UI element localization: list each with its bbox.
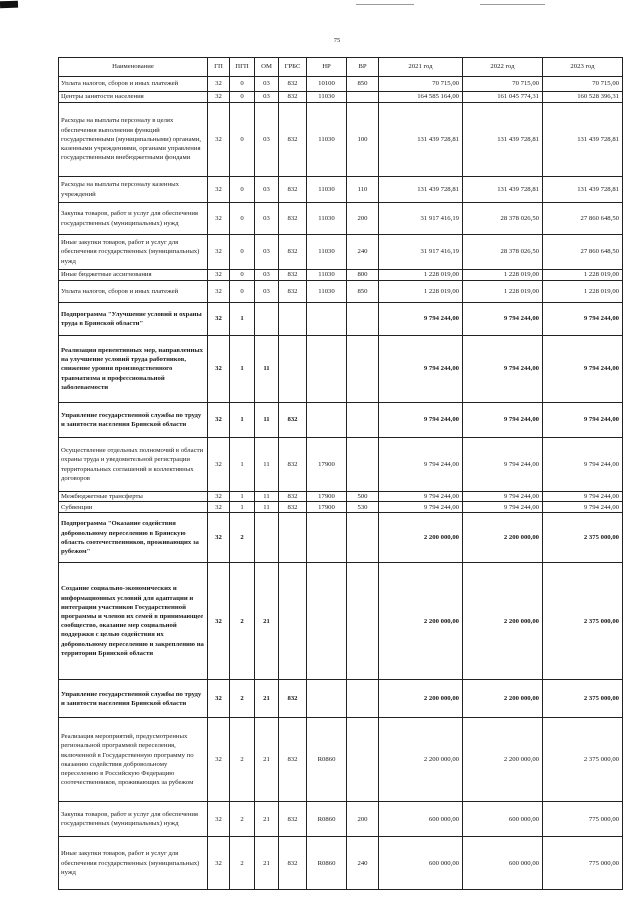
amount-2023-cell: 160 528 396,31 — [543, 92, 623, 103]
name-cell: Управление государственной службы по труду и занятости населения Брянской области — [59, 403, 208, 438]
gp-cell: 32 — [208, 438, 230, 492]
nr-cell — [307, 403, 347, 438]
om-cell: 11 — [255, 502, 279, 513]
column-header-vr: ВР — [347, 58, 379, 77]
name-cell: Субвенции — [59, 502, 208, 513]
amount-2023-cell: 775 000,00 — [543, 802, 623, 837]
grbs-cell: 832 — [279, 438, 307, 492]
table-row — [59, 563, 623, 680]
vr-cell — [347, 92, 379, 103]
vr-cell: 850 — [347, 77, 379, 92]
nr-cell: 11030 — [307, 203, 347, 235]
amount-2021-cell: 1 228 019,00 — [379, 270, 463, 281]
amount-2021-cell: 131 439 728,81 — [379, 177, 463, 203]
nr-cell: R0860 — [307, 837, 347, 890]
amount-2023-cell: 70 715,00 — [543, 77, 623, 92]
budget-table — [58, 57, 623, 890]
table-row — [59, 502, 623, 513]
amount-2022-cell: 28 378 026,50 — [463, 203, 543, 235]
pgp-cell: 1 — [230, 438, 255, 492]
pgp-cell: 0 — [230, 92, 255, 103]
om-cell: 21 — [255, 680, 279, 718]
name-cell: Закупка товаров, работ и услуг для обеспечения государственных (муниципальных) нужд — [59, 203, 208, 235]
vr-cell: 200 — [347, 203, 379, 235]
om-cell: 03 — [255, 203, 279, 235]
vr-cell — [347, 513, 379, 563]
column-header-om: ОМ — [255, 58, 279, 77]
column-header-grbs: ГРБС — [279, 58, 307, 77]
nr-cell: 17900 — [307, 502, 347, 513]
column-header-nr: НР — [307, 58, 347, 77]
table-row — [59, 513, 623, 563]
om-cell: 03 — [255, 103, 279, 177]
vr-cell: 240 — [347, 235, 379, 270]
column-header-2023: 2023 год — [543, 58, 623, 77]
table-row — [59, 77, 623, 92]
amount-2022-cell: 2 200 000,00 — [463, 718, 543, 802]
amount-2023-cell: 775 000,00 — [543, 837, 623, 890]
table-row — [59, 235, 623, 270]
nr-cell: R0860 — [307, 802, 347, 837]
amount-2021-cell: 2 200 000,00 — [379, 563, 463, 680]
amount-2021-cell: 9 794 244,00 — [379, 403, 463, 438]
grbs-cell — [279, 303, 307, 336]
pgp-cell: 1 — [230, 303, 255, 336]
pgp-cell: 2 — [230, 802, 255, 837]
gp-cell: 32 — [208, 235, 230, 270]
om-cell: 21 — [255, 718, 279, 802]
name-cell: Подпрограмма "Улучшение условий и охраны труда в Брянской области" — [59, 303, 208, 336]
gp-cell: 32 — [208, 77, 230, 92]
pgp-cell: 1 — [230, 403, 255, 438]
amount-2022-cell: 28 378 026,50 — [463, 235, 543, 270]
name-cell: Центры занятости населения — [59, 92, 208, 103]
column-header-2022: 2022 год — [463, 58, 543, 77]
grbs-cell: 832 — [279, 403, 307, 438]
vr-cell: 240 — [347, 837, 379, 890]
grbs-cell — [279, 563, 307, 680]
om-cell: 11 — [255, 492, 279, 502]
om-cell — [255, 303, 279, 336]
amount-2023-cell: 27 860 648,50 — [543, 235, 623, 270]
nr-cell: R0860 — [307, 718, 347, 802]
name-cell: Иные закупки товаров, работ и услуг для обеспечения государственных (муниципальных) нужд — [59, 837, 208, 890]
amount-2023-cell: 1 228 019,00 — [543, 281, 623, 303]
name-cell: Управление государственной службы по труду и занятости населения Брянской области — [59, 680, 208, 718]
amount-2022-cell: 161 045 774,31 — [463, 92, 543, 103]
name-cell: Подпрограмма "Оказание содействия добровольному переселению в Брянскую область соотечественников, проживающих за рубежом" — [59, 513, 208, 563]
amount-2022-cell: 70 715,00 — [463, 77, 543, 92]
grbs-cell: 832 — [279, 281, 307, 303]
amount-2022-cell: 2 200 000,00 — [463, 563, 543, 680]
nr-cell: 11030 — [307, 270, 347, 281]
amount-2022-cell: 9 794 244,00 — [463, 403, 543, 438]
om-cell: 03 — [255, 92, 279, 103]
vr-cell — [347, 403, 379, 438]
amount-2023-cell: 9 794 244,00 — [543, 303, 623, 336]
name-cell: Уплата налогов, сборов и иных платежей — [59, 281, 208, 303]
amount-2023-cell: 131 439 728,81 — [543, 103, 623, 177]
grbs-cell: 832 — [279, 235, 307, 270]
amount-2023-cell: 9 794 244,00 — [543, 336, 623, 403]
pgp-cell: 0 — [230, 270, 255, 281]
amount-2022-cell: 2 200 000,00 — [463, 680, 543, 718]
amount-2021-cell: 1 228 019,00 — [379, 281, 463, 303]
table-row — [59, 336, 623, 403]
amount-2023-cell: 9 794 244,00 — [543, 438, 623, 492]
name-cell: Межбюджетные трансферты — [59, 492, 208, 502]
nr-cell — [307, 680, 347, 718]
vr-cell: 850 — [347, 281, 379, 303]
pgp-cell: 1 — [230, 492, 255, 502]
table-row — [59, 270, 623, 281]
grbs-cell: 832 — [279, 492, 307, 502]
grbs-cell: 832 — [279, 177, 307, 203]
vr-cell — [347, 438, 379, 492]
table-row — [59, 802, 623, 837]
amount-2022-cell: 9 794 244,00 — [463, 438, 543, 492]
pgp-cell: 0 — [230, 77, 255, 92]
amount-2021-cell: 31 917 416,19 — [379, 235, 463, 270]
gp-cell: 32 — [208, 103, 230, 177]
gp-cell: 32 — [208, 281, 230, 303]
table-row — [59, 718, 623, 802]
vr-cell: 100 — [347, 103, 379, 177]
name-cell: Расходы на выплаты персоналу в целях обеспечения выполнения функций государственными (муниципальными) органами, казенными учреждениями, органами управления государственными внебюджетными фондами — [59, 103, 208, 177]
nr-cell — [307, 563, 347, 680]
vr-cell: 800 — [347, 270, 379, 281]
amount-2022-cell: 600 000,00 — [463, 837, 543, 890]
om-cell: 21 — [255, 837, 279, 890]
gp-cell: 32 — [208, 837, 230, 890]
grbs-cell: 832 — [279, 270, 307, 281]
vr-cell: 500 — [347, 492, 379, 502]
amount-2021-cell: 600 000,00 — [379, 802, 463, 837]
nr-cell: 11030 — [307, 92, 347, 103]
table-row — [59, 492, 623, 502]
amount-2022-cell: 9 794 244,00 — [463, 492, 543, 502]
amount-2021-cell: 2 200 000,00 — [379, 680, 463, 718]
gp-cell: 32 — [208, 92, 230, 103]
grbs-cell — [279, 336, 307, 403]
gp-cell: 32 — [208, 270, 230, 281]
name-cell: Расходы на выплаты персоналу казенных учреждений — [59, 177, 208, 203]
amount-2021-cell: 31 917 416,19 — [379, 203, 463, 235]
amount-2021-cell: 9 794 244,00 — [379, 502, 463, 513]
name-cell: Реализация мероприятий, предусмотренных региональной программой переселения, включенной в Государственную программу по оказанию содействия добровольному переселению в Российскую Федерацию соотечественников, проживающих за рубежом — [59, 718, 208, 802]
amount-2022-cell: 9 794 244,00 — [463, 336, 543, 403]
gp-cell: 32 — [208, 502, 230, 513]
pgp-cell: 2 — [230, 563, 255, 680]
gp-cell: 32 — [208, 303, 230, 336]
pgp-cell: 1 — [230, 336, 255, 403]
name-cell: Реализация превентивных мер, направленных на улучшение условий труда работников, снижение уровня производственного травматизма и профессиональной заболеваемости — [59, 336, 208, 403]
amount-2023-cell: 9 794 244,00 — [543, 492, 623, 502]
amount-2023-cell: 9 794 244,00 — [543, 403, 623, 438]
amount-2021-cell: 9 794 244,00 — [379, 492, 463, 502]
amount-2022-cell: 131 439 728,81 — [463, 177, 543, 203]
table-row — [59, 281, 623, 303]
amount-2023-cell: 2 375 000,00 — [543, 680, 623, 718]
name-cell: Осуществление отдельных полномочий в области охраны труда и уведомительной регистрации территориальных соглашений и коллективных договоров — [59, 438, 208, 492]
om-cell: 03 — [255, 77, 279, 92]
amount-2022-cell: 9 794 244,00 — [463, 502, 543, 513]
amount-2023-cell: 131 439 728,81 — [543, 177, 623, 203]
table-row — [59, 103, 623, 177]
nr-cell: 11030 — [307, 177, 347, 203]
amount-2021-cell: 2 200 000,00 — [379, 513, 463, 563]
nr-cell — [307, 513, 347, 563]
pgp-cell: 2 — [230, 837, 255, 890]
pgp-cell: 0 — [230, 235, 255, 270]
table-row — [59, 403, 623, 438]
amount-2021-cell: 2 200 000,00 — [379, 718, 463, 802]
name-cell: Иные закупки товаров, работ и услуг для обеспечения государственных (муниципальных) нужд — [59, 235, 208, 270]
table-row — [59, 177, 623, 203]
amount-2022-cell: 131 439 728,81 — [463, 103, 543, 177]
gp-cell: 32 — [208, 680, 230, 718]
gp-cell: 32 — [208, 203, 230, 235]
pgp-cell: 0 — [230, 281, 255, 303]
column-header-gp: ГП — [208, 58, 230, 77]
grbs-cell: 832 — [279, 502, 307, 513]
om-cell: 11 — [255, 438, 279, 492]
nr-cell — [307, 303, 347, 336]
gp-cell: 32 — [208, 492, 230, 502]
pgp-cell: 2 — [230, 680, 255, 718]
grbs-cell: 832 — [279, 103, 307, 177]
amount-2023-cell: 1 228 019,00 — [543, 270, 623, 281]
page-number: 75 — [333, 37, 341, 44]
amount-2021-cell: 600 000,00 — [379, 837, 463, 890]
grbs-cell — [279, 513, 307, 563]
vr-cell: 110 — [347, 177, 379, 203]
table-row — [59, 438, 623, 492]
gp-cell: 32 — [208, 403, 230, 438]
table-row — [59, 203, 623, 235]
amount-2023-cell: 9 794 244,00 — [543, 502, 623, 513]
name-cell: Уплата налогов, сборов и иных платежей — [59, 77, 208, 92]
column-header-pgp: ПГП — [230, 58, 255, 77]
pgp-cell: 2 — [230, 718, 255, 802]
gp-cell: 32 — [208, 718, 230, 802]
om-cell: 11 — [255, 336, 279, 403]
nr-cell — [307, 336, 347, 403]
amount-2022-cell: 600 000,00 — [463, 802, 543, 837]
vr-cell — [347, 718, 379, 802]
om-cell: 03 — [255, 270, 279, 281]
om-cell: 21 — [255, 802, 279, 837]
name-cell: Закупка товаров, работ и услуг для обеспечения государственных (муниципальных) нужд — [59, 802, 208, 837]
table-row — [59, 680, 623, 718]
scan-artifact-line — [480, 4, 545, 5]
name-cell: Создание социально-экономических и информационных условий для адаптации и интеграции участников Государственной программы и членов их семей в принимающее сообщество, оказание мер социальной поддержки с целью содействия их добровольному переселению и закреплению на территории Брянской области — [59, 563, 208, 680]
name-cell: Иные бюджетные ассигнования — [59, 270, 208, 281]
gp-cell: 32 — [208, 513, 230, 563]
amount-2022-cell: 1 228 019,00 — [463, 270, 543, 281]
scan-artifact-mark — [0, 1, 18, 9]
vr-cell — [347, 680, 379, 718]
om-cell: 11 — [255, 403, 279, 438]
grbs-cell: 832 — [279, 802, 307, 837]
grbs-cell: 832 — [279, 718, 307, 802]
amount-2021-cell: 70 715,00 — [379, 77, 463, 92]
amount-2023-cell: 2 375 000,00 — [543, 563, 623, 680]
pgp-cell: 0 — [230, 103, 255, 177]
amount-2021-cell: 9 794 244,00 — [379, 303, 463, 336]
grbs-cell: 832 — [279, 837, 307, 890]
gp-cell: 32 — [208, 177, 230, 203]
amount-2023-cell: 2 375 000,00 — [543, 513, 623, 563]
amount-2021-cell: 9 794 244,00 — [379, 438, 463, 492]
gp-cell: 32 — [208, 336, 230, 403]
grbs-cell: 832 — [279, 77, 307, 92]
grbs-cell: 832 — [279, 203, 307, 235]
table-row — [59, 303, 623, 336]
amount-2021-cell: 9 794 244,00 — [379, 336, 463, 403]
om-cell: 03 — [255, 177, 279, 203]
vr-cell — [347, 336, 379, 403]
amount-2023-cell: 27 860 648,50 — [543, 203, 623, 235]
vr-cell — [347, 303, 379, 336]
vr-cell: 200 — [347, 802, 379, 837]
table-row — [59, 837, 623, 890]
pgp-cell: 2 — [230, 513, 255, 563]
table-row — [59, 92, 623, 103]
grbs-cell: 832 — [279, 680, 307, 718]
nr-cell: 11030 — [307, 235, 347, 270]
om-cell: 03 — [255, 281, 279, 303]
amount-2021-cell: 131 439 728,81 — [379, 103, 463, 177]
gp-cell: 32 — [208, 802, 230, 837]
om-cell — [255, 513, 279, 563]
table-header-row — [59, 58, 623, 77]
nr-cell: 11030 — [307, 103, 347, 177]
amount-2022-cell: 9 794 244,00 — [463, 303, 543, 336]
column-header-name: Наименование — [59, 58, 208, 77]
amount-2022-cell: 1 228 019,00 — [463, 281, 543, 303]
om-cell: 21 — [255, 563, 279, 680]
nr-cell: 10100 — [307, 77, 347, 92]
pgp-cell: 0 — [230, 177, 255, 203]
grbs-cell: 832 — [279, 92, 307, 103]
scan-artifact-line — [356, 4, 414, 5]
pgp-cell: 1 — [230, 502, 255, 513]
nr-cell: 17900 — [307, 492, 347, 502]
nr-cell: 11030 — [307, 281, 347, 303]
amount-2021-cell: 164 585 164,00 — [379, 92, 463, 103]
amount-2022-cell: 2 200 000,00 — [463, 513, 543, 563]
table-body — [59, 77, 623, 890]
om-cell: 03 — [255, 235, 279, 270]
nr-cell: 17900 — [307, 438, 347, 492]
column-header-2021: 2021 год — [379, 58, 463, 77]
pgp-cell: 0 — [230, 203, 255, 235]
vr-cell: 530 — [347, 502, 379, 513]
gp-cell: 32 — [208, 563, 230, 680]
vr-cell — [347, 563, 379, 680]
amount-2023-cell: 2 375 000,00 — [543, 718, 623, 802]
